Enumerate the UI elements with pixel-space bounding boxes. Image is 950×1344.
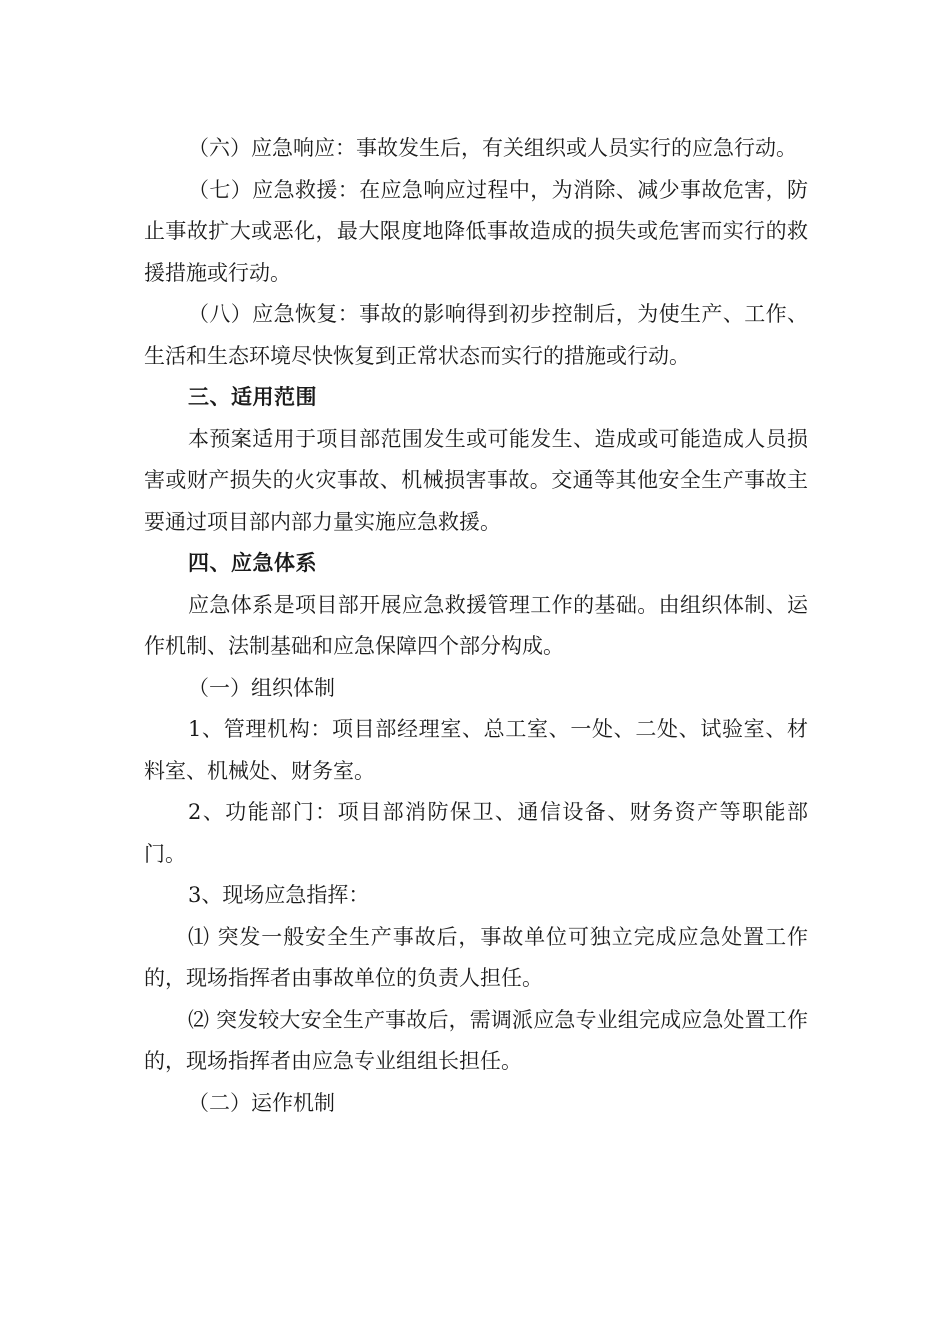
subheading-organization: （一）组织体制 [188, 675, 335, 700]
paragraph-emergency-rescue: （七）应急救援：在应急响应过程中，为消除、减少事故危害，防止事故扩大或恶化，最大限度地降低事故造成的损失或危害而实行的救援措施或行动。 [144, 177, 808, 285]
paragraph-major-accident: ⑵ 突发较大安全生产事故后，需调派应急专业组完成应急处置工作的，现场指挥者由应急专业组组长担任。 [144, 1007, 808, 1073]
subheading-operation-mechanism: （二）运作机制 [188, 1090, 335, 1115]
paragraph-functional-departments: 2、功能部门：项目部消防保卫、通信设备、财务资产等职能部门。 [144, 800, 808, 866]
paragraph-onsite-command: 3、现场应急指挥： [188, 883, 370, 907]
paragraph-management: 1、管理机构：项目部经理室、总工室、一处、二处、试验室、材料室、机械处、财务室。 [144, 717, 808, 783]
paragraph-emergency-system: 应急体系是项目部开展应急救援管理工作的基础。由组织体制、运作机制、法制基础和应急保障四个部分构成。 [144, 592, 808, 658]
document-page [144, 128, 808, 1124]
paragraph-scope: 本预案适用于项目部范围发生或可能发生、造成或可能造成人员损害或财产损失的火灾事故、机械损害事故。交通等其他安全生产事故主要通过项目部内部力量实施应急救援。 [144, 426, 808, 534]
section-heading-emergency-system: 四、应急体系 [188, 551, 317, 575]
paragraph-emergency-recovery: （八）应急恢复：事故的影响得到初步控制后，为使生产、工作、生活和生态环境尽快恢复到正常状态而实行的措施或行动。 [144, 302, 808, 368]
section-heading-scope: 三、适用范围 [188, 385, 317, 409]
paragraph-general-accident: ⑴ 突发一般安全生产事故后，事故单位可独立完成应急处置工作的，现场指挥者由事故单位的负责人担任。 [144, 924, 808, 990]
paragraph-emergency-response: （六）应急响应：事故发生后，有关组织或人员实行的应急行动。 [188, 136, 797, 160]
